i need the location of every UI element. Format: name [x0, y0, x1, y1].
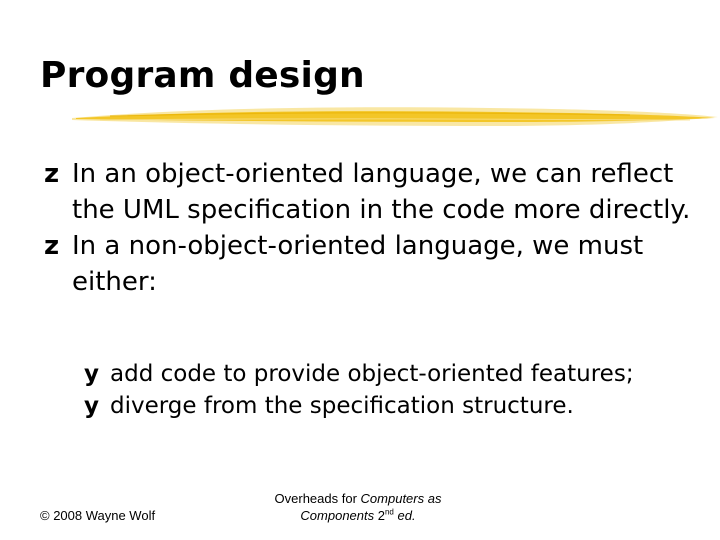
- sub-bullet-item: [84, 358, 704, 390]
- bullet-item: [44, 156, 714, 228]
- footer-edition-label: ed.: [397, 508, 416, 523]
- footer-book-title: Computers as Components: [300, 491, 442, 523]
- sub-bullet-text: diverge from the specification structure.: [110, 393, 574, 419]
- z-bullet-icon: z: [44, 159, 60, 189]
- sub-bullet-list: [84, 358, 704, 422]
- title-underline-brushstroke: [70, 100, 720, 136]
- bullet-text: In a non-object-oriented language, we must either:: [72, 231, 644, 297]
- y-bullet-icon: y: [84, 361, 99, 387]
- footer-overheads-prefix: Overheads for: [274, 491, 361, 506]
- sub-bullet-text: add code to provide object-oriented features;: [110, 361, 634, 387]
- footer-edition-suffix: nd: [384, 507, 394, 517]
- footer-edition-number: 2: [377, 508, 385, 523]
- slide-title: Program design: [40, 55, 365, 96]
- footer-copyright: © 2008 Wayne Wolf: [40, 508, 156, 523]
- bullet-list: [44, 156, 714, 300]
- z-bullet-icon: z: [44, 231, 60, 261]
- footer-overheads: [248, 490, 468, 524]
- y-bullet-icon: y: [84, 393, 99, 419]
- bullet-text: In an object-oriented language, we can reflect the UML specification in the code more directly.: [72, 159, 691, 225]
- sub-bullet-item: [84, 390, 704, 422]
- bullet-item: [44, 228, 714, 300]
